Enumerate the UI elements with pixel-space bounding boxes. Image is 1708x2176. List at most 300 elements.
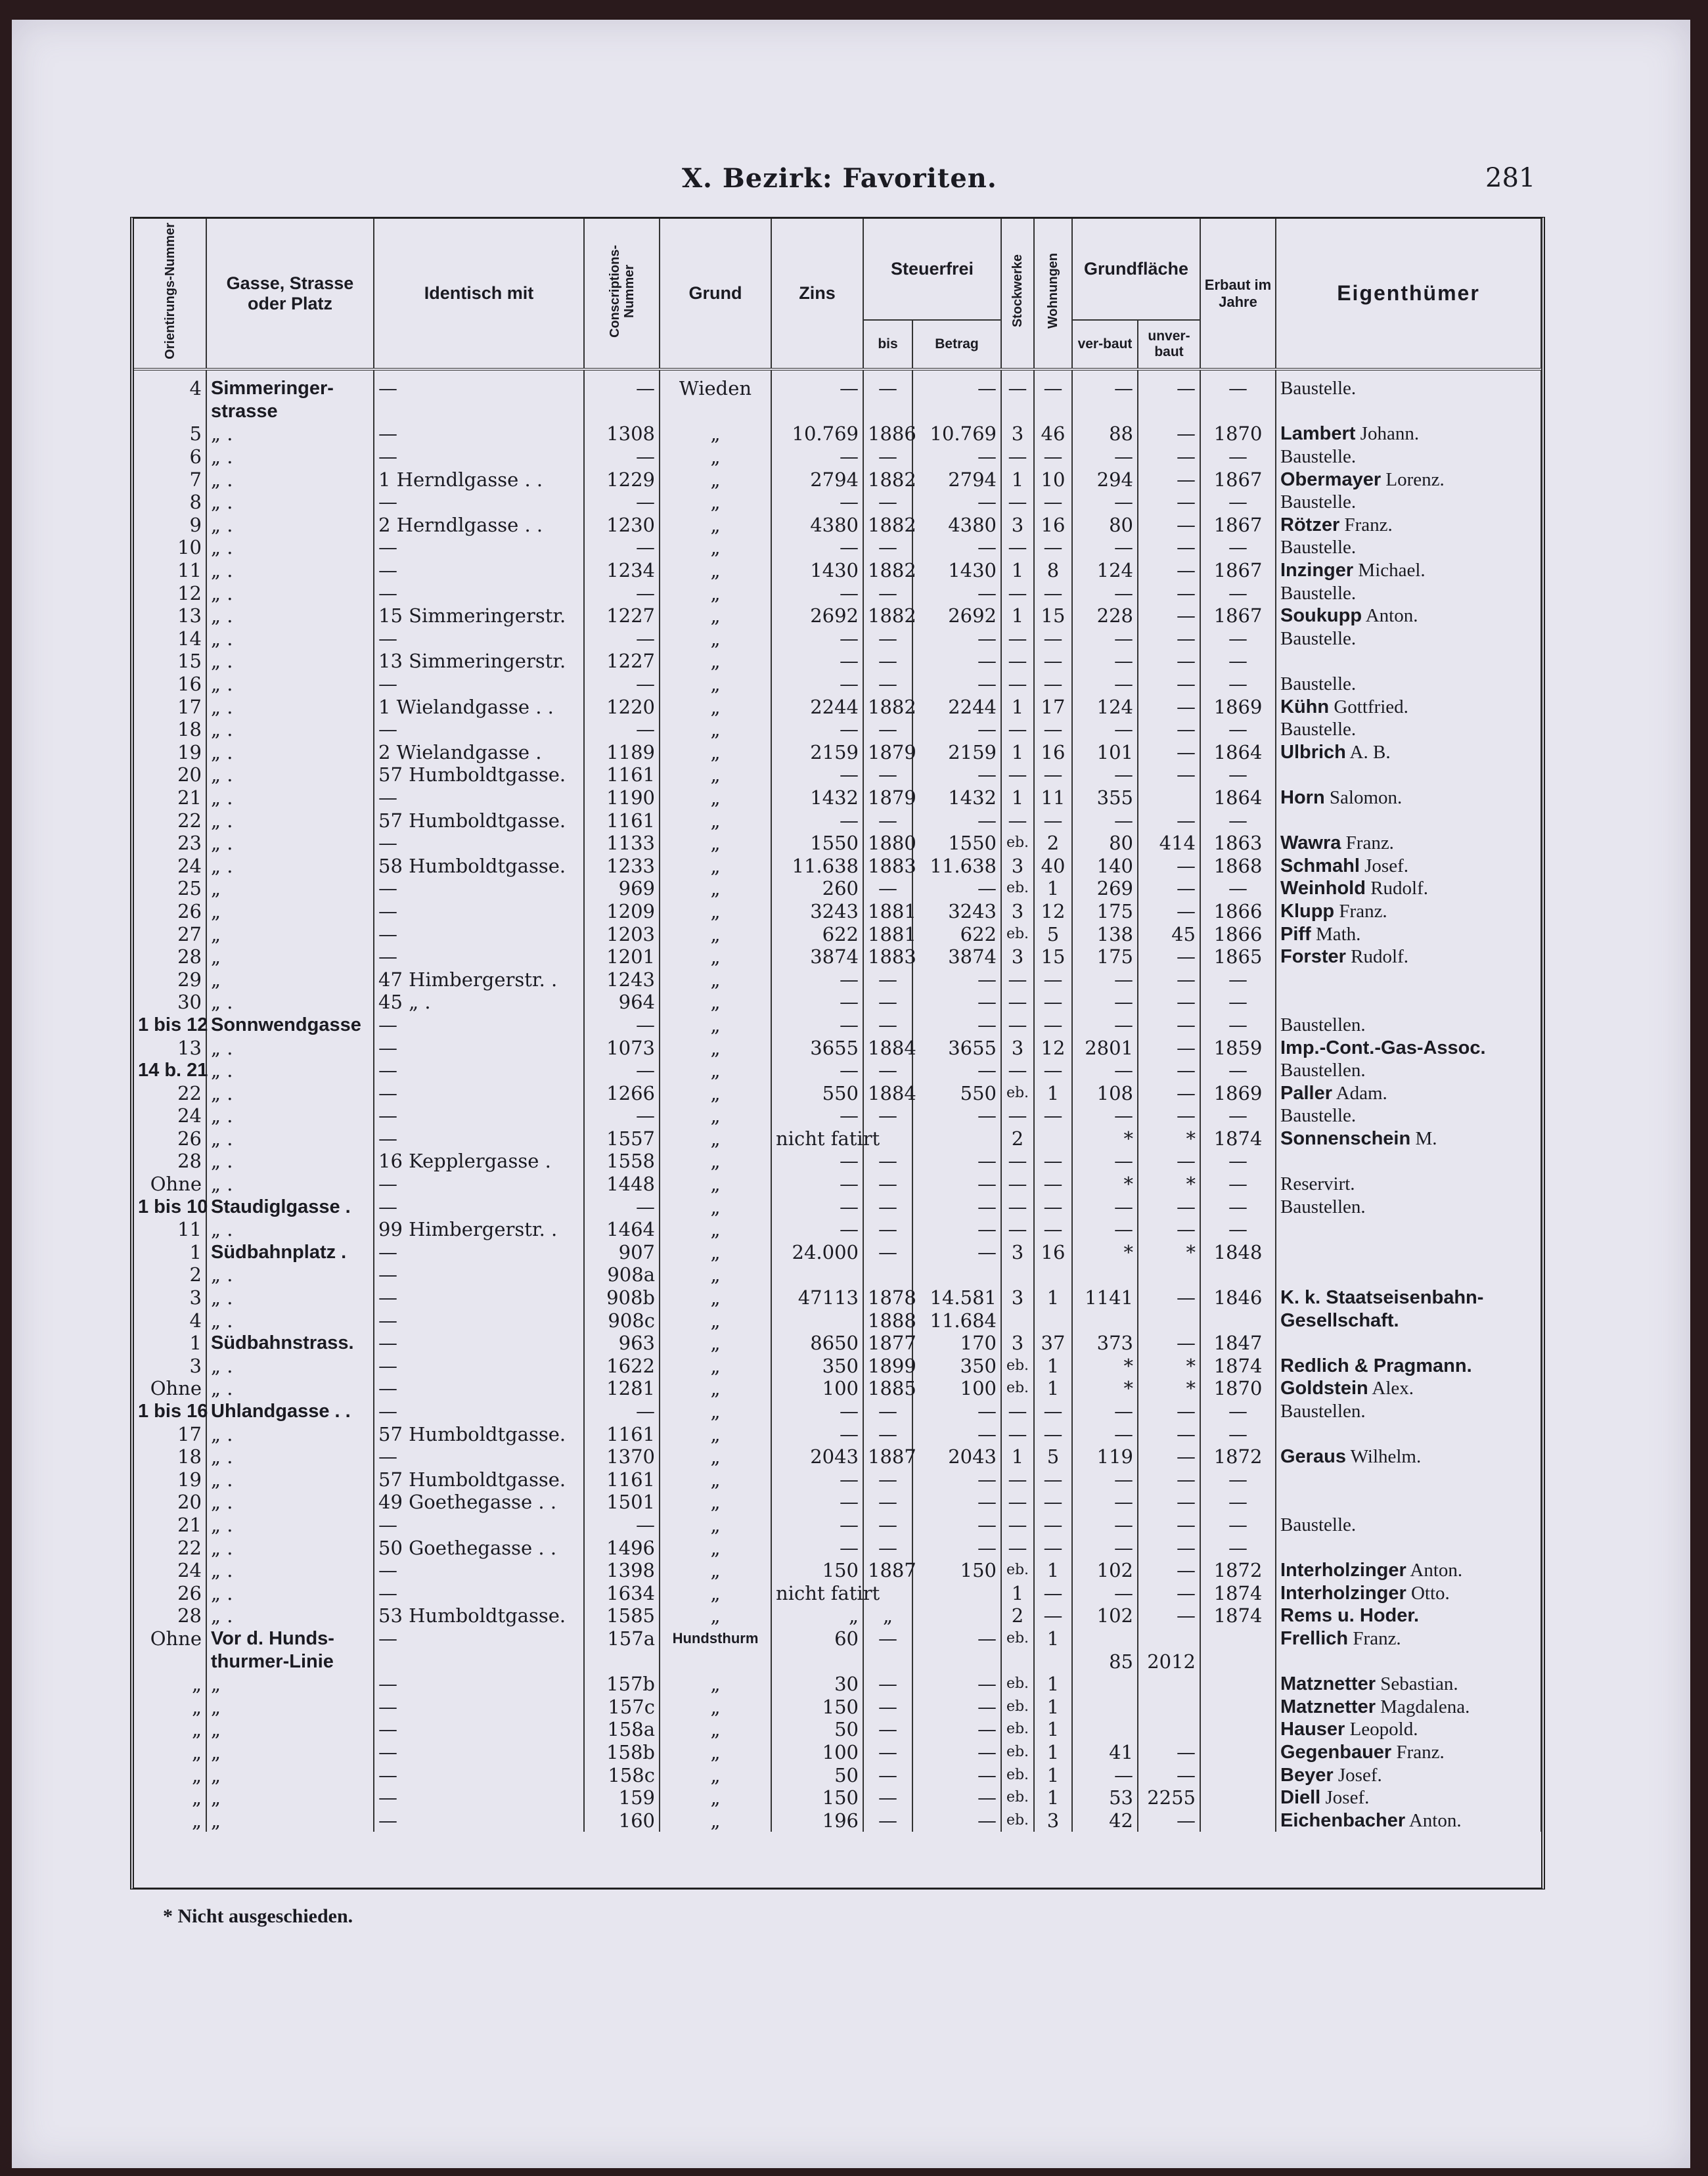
cell-betrag: 10.769 (912, 422, 1001, 445)
owner-given: Anton. (1405, 1809, 1462, 1831)
cell-unverbaut (1138, 1695, 1200, 1718)
owner-given: Otto. (1406, 1582, 1450, 1604)
cell-wohnungen: 8 (1034, 559, 1072, 582)
cell-wohnungen: — (1034, 445, 1072, 468)
cell-wohnungen: 15 (1034, 945, 1072, 968)
table-row (134, 1445, 1541, 1468)
cell-verbaut: — (1072, 536, 1138, 559)
cell-bis: — (863, 968, 912, 991)
cell-unverbaut: — (1138, 1536, 1200, 1559)
cell-orientation: 9 (134, 514, 206, 537)
cell-orientation: 28 (134, 945, 206, 968)
cell-orientation: „ (134, 1763, 206, 1786)
cell-owner (1276, 1150, 1541, 1173)
cell-stockwerke: — (1001, 1400, 1034, 1423)
cell-conscription: — (584, 1059, 660, 1082)
cell-grund: „ (660, 1173, 771, 1196)
cell-wohnungen: 1 (1034, 1377, 1072, 1400)
cell-conscription: 157c (584, 1695, 660, 1718)
owner-given: Baustellen. (1280, 1060, 1366, 1081)
owner-surname: Redlich & Pragmann. (1280, 1355, 1472, 1376)
cell-unverbaut (1138, 786, 1200, 809)
cell-zins: 622 (771, 922, 863, 945)
cell-conscription (584, 400, 660, 423)
table-row (134, 604, 1541, 627)
cell-bis: — (863, 1786, 912, 1809)
cell-betrag: — (912, 1150, 1001, 1173)
cell-erbaut: 1872 (1200, 1559, 1276, 1582)
owner-surname: Interholzinger (1280, 1560, 1406, 1581)
cell-owner (1276, 536, 1541, 559)
cell-betrag: 1432 (912, 786, 1001, 809)
cell-erbaut: 1863 (1200, 832, 1276, 855)
cell-zins: — (771, 1514, 863, 1537)
cell-conscription: 964 (584, 991, 660, 1014)
cell-verbaut: * (1072, 1355, 1138, 1378)
cell-identical: — (374, 673, 584, 696)
cell-wohnungen (1034, 1650, 1072, 1673)
cell-stockwerke: eb. (1001, 1786, 1034, 1809)
cell-bis: — (863, 763, 912, 786)
owner-given: Franz. (1334, 900, 1387, 922)
cell-stockwerke: 1 (1001, 559, 1034, 582)
cell-bis: 1886 (863, 422, 912, 445)
table-row (134, 1309, 1541, 1332)
cell-betrag: — (912, 1695, 1001, 1718)
cell-zins: 1550 (771, 832, 863, 855)
cell-stockwerke: — (1001, 1491, 1034, 1514)
cell-stockwerke: 1 (1001, 468, 1034, 491)
cell-betrag: — (912, 1718, 1001, 1741)
cell-grund: „ (660, 809, 771, 832)
cell-conscription: 1501 (584, 1491, 660, 1514)
owner-surname: Gesellschaft. (1280, 1309, 1399, 1331)
owner-surname: Kühn (1280, 696, 1330, 717)
cell-bis: — (863, 991, 912, 1014)
cell-identical: 57 Humboldtgasse. (374, 1422, 584, 1445)
cell-unverbaut: 414 (1138, 832, 1200, 855)
cell-conscription: 1448 (584, 1173, 660, 1196)
owner-given: Magdalena. (1376, 1696, 1470, 1717)
cell-wohnungen: 40 (1034, 854, 1072, 877)
cell-erbaut: — (1200, 1014, 1276, 1037)
cell-identical: — (374, 1400, 584, 1423)
cell-grund: „ (660, 1445, 771, 1468)
cell-betrag: — (912, 1627, 1001, 1650)
cell-verbaut (1072, 1627, 1138, 1650)
cell-unverbaut: — (1138, 763, 1200, 786)
cell-verbaut: 119 (1072, 1445, 1138, 1468)
cell-conscription: 158c (584, 1763, 660, 1786)
cell-zins: 150 (771, 1695, 863, 1718)
cell-zins: 1432 (771, 786, 863, 809)
cell-erbaut (1200, 1763, 1276, 1786)
owner-given: Reservirt. (1280, 1173, 1355, 1195)
cell-wohnungen: — (1034, 1491, 1072, 1514)
cell-bis: — (863, 1536, 912, 1559)
cell-betrag: 11.638 (912, 854, 1001, 877)
cell-orientation (134, 400, 206, 423)
owner-given: Rudolf. (1345, 946, 1408, 968)
cell-erbaut: 1847 (1200, 1332, 1276, 1355)
cell-unverbaut: — (1138, 1604, 1200, 1627)
cell-street: „ (206, 1786, 374, 1809)
owner-given: A. B. (1345, 741, 1391, 763)
cell-unverbaut (1138, 1263, 1200, 1286)
cell-bis: — (863, 1104, 912, 1127)
cell-verbaut (1072, 400, 1138, 423)
cell-wohnungen (1034, 1309, 1072, 1332)
cell-street: „ . (206, 1218, 374, 1241)
cell-owner (1276, 445, 1541, 468)
owner-surname: Sonnenschein (1280, 1127, 1411, 1149)
cell-betrag: 350 (912, 1355, 1001, 1378)
cell-verbaut: — (1072, 1400, 1138, 1423)
table-row (134, 968, 1541, 991)
cell-identical: — (374, 1195, 584, 1218)
cell-erbaut: — (1200, 536, 1276, 559)
cell-verbaut: — (1072, 445, 1138, 468)
cell-orientation: Ohne (134, 1627, 206, 1650)
cell-identical: — (374, 1263, 584, 1286)
cell-verbaut: — (1072, 627, 1138, 650)
cell-owner (1276, 1332, 1541, 1355)
cell-orientation: 21 (134, 786, 206, 809)
owner-surname: Klupp (1280, 900, 1335, 922)
owner-surname: Frellich (1280, 1627, 1349, 1649)
cell-conscription: — (584, 1514, 660, 1537)
cell-grund: „ (660, 1036, 771, 1059)
cell-street: „ . (206, 491, 374, 514)
cell-bis (863, 1263, 912, 1286)
cell-betrag: — (912, 1491, 1001, 1514)
cell-street: „ . (206, 1104, 374, 1127)
table-row (134, 1673, 1541, 1696)
cell-wohnungen: 1 (1034, 1286, 1072, 1309)
cell-grund: „ (660, 1081, 771, 1104)
cell-zins: 260 (771, 877, 863, 900)
cell-erbaut: — (1200, 1422, 1276, 1445)
cell-unverbaut: — (1138, 581, 1200, 604)
cell-erbaut: — (1200, 369, 1276, 400)
cell-stockwerke: eb. (1001, 1718, 1034, 1741)
cell-street: strasse (206, 400, 374, 423)
cell-street: „ . (206, 1445, 374, 1468)
cell-verbaut: 80 (1072, 832, 1138, 855)
cell-stockwerke: 1 (1001, 604, 1034, 627)
table-row (134, 1650, 1541, 1673)
cell-stockwerke: — (1001, 1422, 1034, 1445)
cell-unverbaut: — (1138, 854, 1200, 877)
cell-identical: — (374, 1014, 584, 1037)
owner-surname: Schmahl (1280, 855, 1360, 876)
table-row (134, 1263, 1541, 1286)
cell-unverbaut: — (1138, 1286, 1200, 1309)
col-erbaut: Erbaut im Jahre (1200, 219, 1276, 369)
cell-bis: 1882 (863, 468, 912, 491)
cell-unverbaut: — (1138, 650, 1200, 673)
cell-zins: — (771, 763, 863, 786)
cell-wohnungen: 37 (1034, 1332, 1072, 1355)
cell-owner (1276, 627, 1541, 650)
cell-zins: 3243 (771, 900, 863, 923)
cell-owner (1276, 581, 1541, 604)
cell-erbaut: — (1200, 445, 1276, 468)
cell-wohnungen: 17 (1034, 695, 1072, 718)
cell-zins: 11.638 (771, 854, 863, 877)
cell-zins: — (771, 1218, 863, 1241)
owner-surname: Goldstein (1280, 1378, 1368, 1399)
owner-surname: Rötzer (1280, 514, 1340, 535)
cell-owner (1276, 1036, 1541, 1059)
cell-bis: — (863, 718, 912, 741)
cell-orientation: 26 (134, 1581, 206, 1604)
cell-betrag: — (912, 1809, 1001, 1832)
cell-verbaut: 138 (1072, 922, 1138, 945)
cell-street: „ . (206, 627, 374, 650)
cell-owner (1276, 1400, 1541, 1423)
cell-street: „ . (206, 1581, 374, 1604)
cell-verbaut: * (1072, 1127, 1138, 1150)
cell-street: „ . (206, 832, 374, 855)
cell-stockwerke: — (1001, 968, 1034, 991)
cell-identical: 1 Herndlgasse . . (374, 468, 584, 491)
cell-verbaut: — (1072, 763, 1138, 786)
table-row (134, 1150, 1541, 1173)
cell-betrag: — (912, 581, 1001, 604)
table-row (134, 832, 1541, 855)
cell-erbaut: — (1200, 581, 1276, 604)
cell-identical (374, 1650, 584, 1673)
cell-verbaut: — (1072, 581, 1138, 604)
cell-orientation: 17 (134, 1422, 206, 1445)
cell-conscription: 157b (584, 1673, 660, 1696)
cell-wohnungen: — (1034, 1104, 1072, 1127)
table-row (134, 1514, 1541, 1537)
cell-street: „ . (206, 468, 374, 491)
cell-verbaut: — (1072, 1195, 1138, 1218)
owner-given: Baustelle. (1280, 446, 1357, 468)
cell-verbaut: — (1072, 718, 1138, 741)
cell-wohnungen: — (1034, 627, 1072, 650)
cell-stockwerke: — (1001, 1173, 1034, 1196)
table-row (134, 1355, 1541, 1378)
cell-street: „ (206, 922, 374, 945)
cell-zins: 50 (771, 1718, 863, 1741)
col-street: Gasse, Strasse oder Platz (206, 219, 374, 369)
cell-identical: 2 Wielandgasse . (374, 741, 584, 764)
cell-unverbaut: — (1138, 491, 1200, 514)
cell-owner (1276, 1081, 1541, 1104)
owner-given: Johann. (1355, 423, 1420, 445)
cell-stockwerke: 2 (1001, 1127, 1034, 1150)
table-row (134, 1718, 1541, 1741)
cell-identical: — (374, 1286, 584, 1309)
cell-unverbaut: — (1138, 695, 1200, 718)
col-grund: Grund (660, 219, 771, 369)
cell-unverbaut: — (1138, 559, 1200, 582)
cell-erbaut: — (1200, 673, 1276, 696)
register-table (134, 219, 1542, 1832)
cell-owner (1276, 1536, 1541, 1559)
cell-street: „ . (206, 1059, 374, 1082)
cell-conscription: 158b (584, 1741, 660, 1764)
cell-street: „ . (206, 673, 374, 696)
cell-owner (1276, 763, 1541, 786)
table-row (134, 369, 1541, 400)
cell-verbaut: — (1072, 1422, 1138, 1445)
cell-betrag: 1550 (912, 832, 1001, 855)
cell-conscription: 1209 (584, 900, 660, 923)
cell-betrag (912, 1650, 1001, 1673)
cell-orientation: 1 (134, 1332, 206, 1355)
cell-street: „ . (206, 1559, 374, 1582)
cell-conscription: 160 (584, 1809, 660, 1832)
cell-zins: — (771, 627, 863, 650)
cell-unverbaut: — (1138, 1104, 1200, 1127)
table-row (134, 1468, 1541, 1491)
cell-conscription: 158a (584, 1718, 660, 1741)
cell-identical: 53 Humboldtgasse. (374, 1604, 584, 1627)
cell-conscription: 969 (584, 877, 660, 900)
cell-bis: — (863, 1718, 912, 1741)
cell-owner (1276, 1491, 1541, 1514)
cell-betrag: — (912, 445, 1001, 468)
cell-betrag: — (912, 1195, 1001, 1218)
cell-bis: „ (863, 1604, 912, 1627)
cell-owner (1276, 1195, 1541, 1218)
cell-bis: — (863, 1241, 912, 1264)
cell-stockwerke: — (1001, 581, 1034, 604)
cell-street: „ . (206, 809, 374, 832)
cell-verbaut: 2801 (1072, 1036, 1138, 1059)
cell-betrag: — (912, 491, 1001, 514)
cell-conscription: 1189 (584, 741, 660, 764)
cell-verbaut: — (1072, 1514, 1138, 1537)
cell-stockwerke (1001, 1263, 1034, 1286)
cell-erbaut: — (1200, 1059, 1276, 1082)
cell-grund: „ (660, 763, 771, 786)
cell-erbaut: 1866 (1200, 922, 1276, 945)
cell-conscription: 1203 (584, 922, 660, 945)
cell-owner (1276, 1263, 1541, 1286)
cell-erbaut: — (1200, 1218, 1276, 1241)
cell-bis: 1899 (863, 1355, 912, 1378)
cell-owner (1276, 1673, 1541, 1696)
cell-wohnungen: 5 (1034, 1445, 1072, 1468)
table-row (134, 1332, 1541, 1355)
owner-given: Leopold. (1345, 1719, 1418, 1740)
cell-verbaut: 373 (1072, 1332, 1138, 1355)
owner-given: Franz. (1339, 514, 1393, 535)
cell-erbaut: 1869 (1200, 1081, 1276, 1104)
cell-wohnungen: 1 (1034, 1718, 1072, 1741)
table-row (134, 1014, 1541, 1037)
cell-erbaut: 1868 (1200, 854, 1276, 877)
cell-grund: „ (660, 1559, 771, 1582)
owner-surname: Forster (1280, 946, 1346, 968)
cell-zins: 3874 (771, 945, 863, 968)
cell-zins: „ (771, 1604, 863, 1627)
col-conscription: Conscriptions-Nummer (584, 219, 660, 369)
cell-unverbaut: — (1138, 1150, 1200, 1173)
cell-conscription: — (584, 1014, 660, 1037)
cell-orientation: 13 (134, 604, 206, 627)
cell-verbaut: — (1072, 809, 1138, 832)
owner-surname: Soukupp (1280, 605, 1362, 627)
cell-erbaut: 1865 (1200, 945, 1276, 968)
cell-wohnungen: — (1034, 1422, 1072, 1445)
cell-identical: — (374, 1627, 584, 1650)
cell-stockwerke: eb. (1001, 877, 1034, 900)
cell-verbaut: 85 (1072, 1650, 1138, 1673)
cell-orientation: 15 (134, 650, 206, 673)
cell-betrag: 100 (912, 1377, 1001, 1400)
cell-zins: — (771, 968, 863, 991)
cell-conscription: — (584, 1400, 660, 1423)
owner-surname: Ulbrich (1280, 741, 1346, 763)
owner-surname: K. k. Staatseisenbahn- (1280, 1287, 1484, 1309)
cell-street: „ . (206, 1081, 374, 1104)
table-row (134, 559, 1541, 582)
cell-zins: — (771, 1195, 863, 1218)
cell-stockwerke: 3 (1001, 1036, 1034, 1059)
cell-erbaut: 1874 (1200, 1604, 1276, 1627)
cell-bis: — (863, 1491, 912, 1514)
owner-given: Alex. (1368, 1378, 1414, 1399)
cell-stockwerke: 3 (1001, 1241, 1034, 1264)
cell-grund: „ (660, 1581, 771, 1604)
cell-bis: — (863, 1763, 912, 1786)
table-row (134, 445, 1541, 468)
cell-bis: — (863, 1422, 912, 1445)
cell-conscription: 1308 (584, 422, 660, 445)
cell-bis: 1883 (863, 945, 912, 968)
cell-owner (1276, 695, 1541, 718)
cell-grund: „ (660, 1263, 771, 1286)
cell-erbaut: 1864 (1200, 786, 1276, 809)
cell-grund: „ (660, 1514, 771, 1537)
cell-owner (1276, 922, 1541, 945)
cell-orientation: 18 (134, 1445, 206, 1468)
cell-stockwerke (1001, 400, 1034, 423)
owner-given: Franz. (1341, 832, 1394, 854)
cell-erbaut: 1870 (1200, 422, 1276, 445)
owner-given: Baustelle. (1280, 537, 1357, 558)
cell-bis: — (863, 1468, 912, 1491)
cell-stockwerke: eb. (1001, 1673, 1034, 1696)
cell-street: „ . (206, 1604, 374, 1627)
cell-grund: „ (660, 1218, 771, 1241)
table-row (134, 809, 1541, 832)
cell-owner (1276, 854, 1541, 877)
cell-zins: 3655 (771, 1036, 863, 1059)
cell-stockwerke: — (1001, 1059, 1034, 1082)
cell-zins: — (771, 1173, 863, 1196)
cell-identical: — (374, 581, 584, 604)
cell-betrag: — (912, 627, 1001, 650)
cell-bis: 1881 (863, 922, 912, 945)
cell-orientation: 1 bis 12 (134, 1014, 206, 1037)
owner-surname: Matznetter (1280, 1673, 1376, 1695)
cell-wohnungen: — (1034, 1581, 1072, 1604)
cell-owner (1276, 1468, 1541, 1491)
cell-stockwerke: 3 (1001, 1332, 1034, 1355)
col-stockwerke: Stockwerke (1001, 219, 1034, 369)
cell-erbaut (1200, 1650, 1276, 1673)
cell-conscription: 1227 (584, 604, 660, 627)
cell-identical: — (374, 536, 584, 559)
